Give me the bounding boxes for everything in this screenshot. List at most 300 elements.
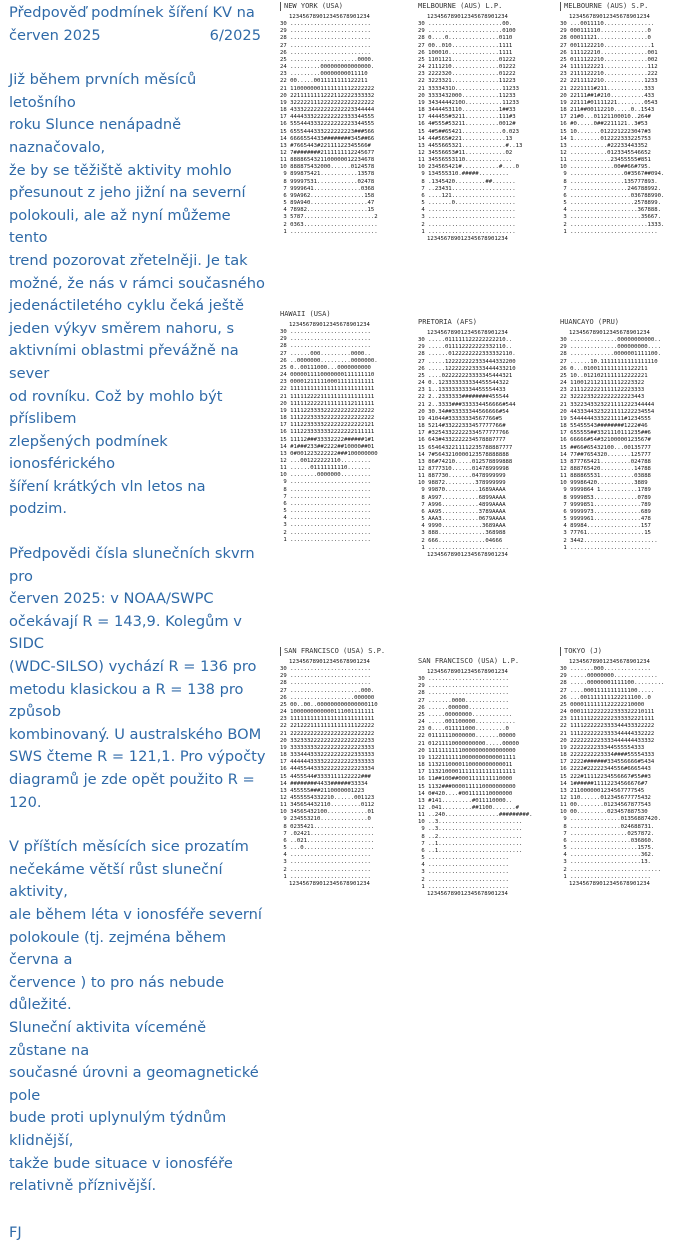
grid-row: 20 2211111111222112222333332	[280, 92, 375, 99]
grid-row: 3 ..........................	[418, 214, 516, 221]
grid-row: 16 4445544333222222222223334	[280, 766, 375, 773]
grid-row: 22 2212221111111111111122222	[280, 723, 375, 730]
text-line: polokoule (tj. zejména během června a	[9, 928, 227, 969]
grid-row: 13 #7665443#22111122345566#	[280, 142, 371, 149]
paragraph-1	[9, 69, 267, 521]
grid-row: 24 .........000000000000000.	[280, 64, 375, 71]
grid-row: 11 00........01234567877543	[560, 802, 651, 809]
grid-row: 10 ..3.........................	[418, 819, 523, 826]
grid-row: 20 4433344323221111222234554	[560, 408, 655, 415]
grid-row: 18 4333222222222222223344444	[280, 107, 375, 114]
grid-row: 13 2110000001234567777545	[560, 787, 645, 794]
grid-row: 25 0111122210.............002	[560, 56, 658, 63]
grid-row: 16 #0.....0##2211121..3#53	[560, 121, 648, 128]
grid-row: 23 2222320..............01222	[418, 71, 516, 78]
article-title	[9, 2, 267, 47]
grid-row: 19 3333333322222222222223333	[280, 744, 375, 751]
text-line: od rovníku. Což by mohlo být příslibem	[9, 387, 223, 428]
grid-row: 2 3442......................	[560, 537, 658, 544]
grid-row: 29 ........................	[280, 673, 371, 680]
grid-row: 24 1111122221.............112	[560, 64, 658, 71]
grid-rows	[418, 21, 556, 236]
grid-row: 9 ..3.........................	[418, 826, 523, 833]
grid-rows	[418, 337, 556, 552]
grid-row: 2 666..............04666	[418, 537, 503, 544]
prediction-grid	[280, 14, 418, 236]
grid-row: 4 ....................367888.	[560, 207, 662, 214]
grid-row: 9 9999864 1...........1789	[560, 487, 651, 494]
grid-row: 21 1112222222333344444332222	[560, 730, 655, 737]
grid-row: 26 .....122222223333444433210	[418, 365, 516, 372]
text-line: kombinovaný. U australského BOM	[9, 725, 262, 743]
hour-scale-footer: 123456789012345678901234	[569, 880, 650, 887]
hour-scale-footer: 123456789012345678901234	[427, 235, 508, 242]
grid-row: 10 .............00##66#795.	[560, 164, 651, 171]
grid-row: 5 ....................1575.	[560, 845, 655, 852]
prediction-block-new-york	[280, 2, 418, 236]
grid-row: 13 455555###2110000001223	[280, 787, 365, 794]
grid-row: 27 ........................	[280, 42, 371, 49]
grid-row: 25 10..0121021111112222221	[560, 372, 648, 379]
grid-rows	[560, 21, 698, 236]
grid-row: 27 .......0000.............	[418, 697, 509, 704]
grid-row: 22 2..2333333########455544	[418, 394, 509, 401]
grid-row: 14 44#565#221.............13	[418, 135, 513, 142]
grid-row: 7 ........................	[280, 493, 371, 500]
grid-row: 26 ...001111111122211100..0	[560, 694, 651, 701]
grid-row: 16 11##100##0001111111110000	[418, 776, 513, 783]
grid-row: 3 ........................	[280, 522, 371, 529]
grid-row: 15 11112###33332222######1#1	[280, 436, 375, 443]
grid-row: 13 86#74210.....012578899888	[418, 458, 513, 465]
grid-row: 19 22111#01111221........0543	[560, 99, 658, 106]
grid-row: 25 1101121..............01222	[418, 56, 516, 63]
block-title: MELBOURNE (AUS) L.P.	[418, 2, 503, 10]
hour-scale: 123456789012345678901234	[289, 322, 370, 328]
grid-row: 6 9999973..............689	[560, 508, 651, 515]
grid-row: 2 .......................1333.	[560, 221, 665, 228]
text-line: zlepšených podmínek ionosférického	[9, 432, 168, 473]
text-line: možné, že nás v rámci současného	[9, 274, 265, 292]
grid-row: 8 A997...........6899AAAA	[418, 494, 506, 501]
grid-row: 20 3323332222222222222222233	[280, 737, 375, 744]
grid-rows	[280, 666, 418, 881]
grid-row: 7 ..23431...................	[418, 185, 516, 192]
prediction-block-melbourne-lp	[418, 2, 556, 243]
grid-row: 26 ...................000000	[280, 694, 375, 701]
text-line: aktivními oblastmi převážně na sever	[9, 342, 239, 382]
grid-row: 14 77##7654320.......125777	[560, 451, 651, 458]
grid-row: 2 0363......................	[280, 221, 378, 228]
grid-row: 12 7########2111111112245677	[280, 149, 375, 156]
grid-row: 14 ########4433######33334	[280, 780, 368, 787]
text-line: (WDC-SILSO) vychází R = 136 pro	[9, 658, 257, 676]
grid-row: 4 9990............3689AAA	[418, 523, 506, 530]
grid-row: 26 ......000000............	[418, 704, 509, 711]
grid-row: 13 877765421.........024788	[560, 458, 651, 465]
grid-rows	[560, 666, 698, 881]
grid-row: 27 .....122222222333444332200	[418, 358, 516, 365]
prediction-grid	[560, 659, 698, 888]
hour-scale: 123456789012345678901234	[427, 330, 508, 336]
grid-row: 19 5444444333221111#1234555	[560, 415, 651, 422]
grid-row: 21 01211110000000000.....00000	[418, 740, 520, 747]
grid-row: 11 ..240................#########.	[418, 812, 533, 819]
grid-row: 16 1112233333332222222111111	[280, 429, 375, 436]
block-title: HUANCAYO (PRU)	[560, 318, 620, 326]
grid-row: 20 3333432000...........11233	[418, 92, 516, 99]
grid-row: 12 8777310......01478999998	[418, 465, 509, 472]
grid-row: 25 0000111111122222210000	[560, 701, 645, 708]
prediction-grid	[418, 669, 556, 898]
grid-row: 23 1111111111111111111111111	[280, 716, 375, 723]
block-title: TOKYO (J)	[560, 647, 698, 656]
grid-row: 25 .....00000000............	[418, 711, 513, 718]
grid-row: 17 21#0...01121100010..264#	[560, 114, 651, 121]
grid-row: 9 899875421...........13578	[280, 171, 375, 178]
block-title: SAN FRANCISCO (USA) L.P.	[418, 657, 520, 665]
grid-row: 12 888765420..........14788	[560, 465, 651, 472]
grid-row: 4 ..........................	[418, 207, 516, 214]
grid-row: 2 ..........................	[418, 221, 516, 228]
grid-row: 15 1132###0000111110000000000	[418, 783, 516, 790]
grid-row: 26 100010...............1111	[418, 49, 513, 56]
text-line: Již během prvních měsíců letošního	[9, 71, 197, 111]
grid-row: 22 3223321..............11223	[418, 78, 516, 85]
grid-row: 11 8888654321100000012234678	[280, 157, 375, 164]
grid-row: 13 ...........#22233443352	[560, 142, 648, 149]
grid-row: 9 ................0#3567##094.	[560, 171, 665, 178]
grid-row: 1 ........................	[418, 544, 509, 551]
hour-scale: 123456789012345678901234	[427, 14, 508, 20]
grid-row: 28 .............0000001111100.	[560, 351, 662, 358]
grid-row: 5 89A940.................47	[280, 200, 375, 207]
grid-row: 18 3444453110...........1##33	[418, 107, 516, 114]
grid-row: 6 ..................036860.	[560, 837, 655, 844]
grid-row: 30 ......................00.	[418, 21, 513, 28]
grid-row: 5 ...0.....................	[280, 845, 375, 852]
grid-row: 6 ....121...................	[418, 192, 516, 199]
grid-row: 23 2111122210.............222	[560, 71, 658, 78]
grid-row: 15 4#5##65421............0.023	[418, 128, 520, 135]
grid-row: 30 ........................	[280, 329, 371, 336]
grid-row: 19 3222221112222222222222222	[280, 99, 375, 106]
grid-row: 11 ......01111111110.......	[280, 465, 371, 472]
grid-row: 8 ........................	[280, 486, 371, 493]
text-line: července ) to pro nás nebude důležité.	[9, 973, 225, 1014]
grid-row: 27 0011122210..............1	[560, 42, 655, 49]
text-line: metodu klasickou a R = 138 pro způsob	[9, 680, 244, 721]
grid-row: 7 .................0257872.	[560, 830, 655, 837]
grid-row: 10 98872.........378999999	[418, 480, 506, 487]
prediction-grid	[418, 330, 556, 559]
grid-row: 21 3322343323221111222344444	[560, 401, 655, 408]
title-month: červen 2025	[9, 26, 101, 44]
grid-row: 28 ........................	[280, 680, 371, 687]
grid-row: 16 4#555#53211..........0012#	[418, 121, 516, 128]
grid-row: 23 1111112222222333332221111	[560, 716, 655, 723]
grid-row: 8 0235421..................	[280, 823, 375, 830]
grid-row: 5 AAA3...........0679AAAA	[418, 516, 506, 523]
grid-row: 4 .....................362.	[560, 852, 655, 859]
grid-row: 7 .................246788992.	[560, 185, 662, 192]
grid-row: 15 6555444333222222223###566	[280, 128, 375, 135]
grid-row: 17 1112233333222222222222121	[280, 422, 375, 429]
grid-row: 22 3222233222222222223443	[560, 394, 645, 401]
grid-row: 20 1111122222111111112111111	[280, 400, 375, 407]
grid-row: 1 ........................	[560, 544, 651, 551]
prediction-block-tokyo	[560, 647, 698, 888]
grid-row: 19 1111223333222222222222222	[280, 407, 375, 414]
grid-row: 5 ........................	[280, 508, 371, 515]
grid-row: 16 5554443332222222223344555	[280, 121, 375, 128]
grid-row: 10 99986420...........3889	[560, 480, 648, 487]
grid-row: 25 ....022222223333345444321	[418, 372, 513, 379]
grid-row: 8 .1345420.........##.......	[418, 178, 516, 185]
text-line: nečekáme větší růst sluneční aktivity,	[9, 860, 223, 901]
grid-row: 11 34556553110..............	[418, 157, 513, 164]
grid-row: 28 ......0122222222333332110.	[418, 351, 516, 358]
title-line-2	[9, 25, 267, 48]
grid-row: 4 ........................	[280, 515, 371, 522]
grid-row: 21 2..3333###333334456666#544	[418, 401, 516, 408]
grid-row: 20 2222222223333444444433332	[560, 737, 655, 744]
grid-row: 9 234553210..............0	[280, 816, 371, 823]
grid-row: 11 345654432110.........0112	[280, 802, 375, 809]
text-line: Předpovědi čísla slunečních skvrn pro	[9, 545, 255, 585]
grid-row: 3 888..............368988	[418, 530, 506, 537]
hour-scale-footer: 123456789012345678901234	[427, 551, 508, 558]
grid-row: 21 2221111#211...........333	[560, 85, 655, 92]
grid-row: 22 1111222222333344433322222	[560, 723, 655, 730]
grid-row: 9 99870..........1689AAAA	[418, 487, 506, 494]
grid-row: 23 0....011111000.........0	[418, 726, 509, 733]
grid-row: 21 1111122221111111111111111	[280, 393, 375, 400]
grid-row: 7 9999641..............0368	[280, 185, 375, 192]
grid-row: 22 221111221O............1233	[560, 78, 658, 85]
grid-row: 30 ........................	[280, 21, 371, 28]
grid-row: 17 11321000011111111111111111	[418, 769, 516, 776]
grid-row: 24 .....001100000............	[418, 719, 516, 726]
grid-row: 4 ........................	[418, 862, 509, 869]
grid-row: 28 0....0...............0110	[418, 35, 513, 42]
grid-row: 5 ...................2578899.	[560, 200, 662, 207]
grid-row: 17 #32543322222334577777766	[418, 430, 509, 437]
grid-row: 25 0..00111000...0000000000	[280, 364, 371, 371]
text-line: polokouli, ale až nyní můžeme tento	[9, 206, 231, 247]
text-line: přesunout z jeho jižní na severní	[9, 184, 246, 202]
grid-row: 11 ............23455555#851	[560, 157, 651, 164]
grid-row: 7 A996...........4899AAAA	[418, 501, 506, 508]
grid-row: 28 ........................	[280, 343, 371, 350]
grid-row: 19 11221111110000000000001111	[418, 754, 516, 761]
grid-row: 5 9999961..............478	[560, 516, 651, 523]
grid-row: 13 4455665321.............#..13	[418, 142, 523, 149]
grid-row: 14 0#420....#001111110000000	[418, 790, 513, 797]
grid-row: 19 41044#33333334567766#5	[418, 415, 503, 422]
grid-row: 29 ......................0100	[418, 28, 516, 35]
text-line: takže bude situace v ionosféře	[9, 1154, 233, 1172]
grid-row: 6 ..021....................	[280, 837, 375, 844]
grid-row: 18 2222222223334####55554333	[560, 752, 655, 759]
grid-row: 30 ...0011110...............	[560, 21, 655, 28]
issue-number: 6/2025	[209, 26, 261, 44]
grid-row: 23 .........00000000011110	[280, 71, 368, 78]
grid-row: 27 .....................000.	[280, 687, 375, 694]
grid-row: 8 9999853.............0789	[560, 494, 651, 501]
grid-row: 28 ........................	[280, 35, 371, 42]
text-line: současné úrovni a geomagnetické pole	[9, 1064, 259, 1104]
grid-row: 29 ........................	[280, 336, 371, 343]
grid-row: 28 ........................	[418, 690, 509, 697]
hour-scale: 123456789012345678901234	[569, 14, 650, 20]
grid-row: 22 1111111111111111111111111	[280, 386, 375, 393]
grid-row: 4 ........................	[280, 852, 371, 859]
grid-row: 18 3334443332222222222333333	[280, 752, 375, 759]
grid-row: 14 1######11112234566676#7	[560, 780, 648, 787]
text-line: očekávají R = 143,9. Kolegům v SIDC	[9, 612, 242, 653]
text-line: trend pozorovat zřetelněji. Je tak	[9, 251, 248, 269]
grid-row: 14 7#5643210000123578888888	[418, 451, 509, 458]
grid-row: 1 ..........................	[418, 228, 516, 235]
grid-row: 5 .......0..................	[418, 200, 516, 207]
paragraph-3	[9, 836, 267, 1198]
grid-row: 27 ......000.........0000..	[280, 350, 371, 357]
grid-row: 26 0...0100111111111122211	[560, 365, 648, 372]
grid-row: 6 ........................	[280, 500, 371, 507]
grid-rows	[418, 676, 556, 891]
grid-rows	[560, 337, 698, 552]
grid-row: 9 ........................	[280, 479, 371, 486]
grid-row: 23 2111222221111122223333	[560, 387, 645, 394]
text-line: jeden výkyv směrem nahoru, s	[9, 319, 235, 337]
grid-row: 9 ...............01356887420.	[560, 816, 662, 823]
grid-row: 28 .....00000001111100.........	[560, 680, 665, 687]
text-line: roku Slunce nenápadně naznačovalo,	[9, 116, 182, 156]
grid-row: 10 34565432100............01	[280, 809, 375, 816]
grid-row: 18 1112223333222222222222222	[280, 415, 375, 422]
grid-row: 8 ...............024688731.	[560, 823, 655, 830]
grid-rows	[280, 21, 418, 236]
article-column	[9, 2, 267, 1244]
text-line: červen 2025: v NOAA/SWPC	[9, 590, 214, 608]
text-line: že by se těžiště aktivity mohlo	[9, 161, 232, 179]
grid-row: 3 ........................	[280, 859, 371, 866]
prediction-block-san-francisco-lp	[418, 657, 556, 898]
grid-row: 15 ##66#65432100...00135777	[560, 444, 651, 451]
grid-row: 4 89984................157	[560, 523, 651, 530]
grid-row: 1 ........................	[418, 883, 509, 890]
grid-row: 17 4444443333222222222333333	[280, 759, 375, 766]
prediction-block-pretoria	[418, 318, 556, 559]
grid-row: 29 000111110..............0	[560, 28, 651, 35]
grid-row: 27 00..010..............1111	[418, 42, 513, 49]
grid-row: 18 211##00112210.....0..1543	[560, 107, 655, 114]
grid-row: 24 1100121121111112223322	[560, 380, 645, 387]
grid-row: 13 0#001223222222###100000000	[280, 450, 378, 457]
grid-row: 30 ..............00000000000..	[560, 337, 662, 344]
grid-row: 26 ..0000000.........0000000.	[280, 357, 378, 364]
grid-row: 7 ..1.........................	[418, 840, 523, 847]
prediction-block-san-francisco-sp	[280, 647, 418, 888]
grid-row: 7 9999851..............789	[560, 501, 651, 508]
grid-row: 12 ...001222222110.........	[280, 457, 371, 464]
text-line: jedenáctiletého cyklu čeká ještě	[9, 297, 244, 315]
grid-row: 30 ........................	[280, 666, 371, 673]
text-line: Sluneční aktivita víceméně zůstane na	[9, 1018, 207, 1059]
grid-row: 21 2222222222222222222222222	[280, 730, 375, 737]
grid-row: 29 ........................	[280, 28, 371, 35]
block-title: MELBOURNE (AUS) S.P.	[560, 2, 698, 11]
grid-row: 28 00011121...............0	[560, 35, 651, 42]
grid-row: 30 .....011111122222222210..	[418, 337, 513, 344]
grid-row: 15 6546432211112235788887777	[418, 444, 513, 451]
grid-row: 9 134555310.#####.........	[418, 171, 509, 178]
grid-row: 3 ........................	[418, 869, 509, 876]
prediction-block-huancayo	[560, 318, 698, 552]
grid-row: 8 ................135777893.	[560, 178, 658, 185]
grid-row: 11 887730.......0478999999	[418, 473, 506, 480]
grid-row: 14 1........012222333225753	[560, 135, 651, 142]
grid-row: 25 ....................0000.	[280, 56, 375, 63]
grid-row: 1 ........................	[560, 873, 651, 880]
grid-row: 1 ........................	[280, 536, 371, 543]
grid-row: 16 66666#54#32100000123567#	[560, 437, 651, 444]
grid-row: 3 .....................13.	[560, 859, 651, 866]
grid-row: 22 01111110000000.......00000	[418, 733, 516, 740]
grid-row: 19 3434444210O...........11233	[418, 99, 520, 106]
grid-row: 2 ...........................	[560, 866, 662, 873]
grid-row: 23 1..13333333334455554433	[418, 387, 506, 394]
grid-row: 18 55455543########1222#46	[560, 423, 648, 430]
grid-row: 27 ......10.11111111111111110	[560, 358, 658, 365]
grid-row: 3 .....................35667.	[560, 214, 662, 221]
hour-scale-footer: 123456789012345678901234	[427, 890, 508, 897]
grid-row: 20 22111##1#210..........433	[560, 92, 655, 99]
grid-row: 18 5214#33222333457777766#	[418, 423, 506, 430]
block-title: HAWAII (USA)	[280, 310, 331, 318]
block-title: PRETORIA (AFS)	[418, 318, 478, 326]
grid-row: 12 34556653#11............02	[418, 149, 513, 156]
block-title: NEW YORK (USA)	[280, 2, 418, 11]
grid-row: 30 ........................	[418, 676, 509, 683]
grid-row: 15 4455544#3333111122222###	[280, 773, 371, 780]
hour-scale: 123456789012345678901234	[569, 330, 650, 336]
grid-row: 4 78982..................15	[280, 207, 375, 214]
text-line: bude proti uplynulým týdnům klidnější,	[9, 1109, 227, 1149]
grid-row: 29 .....011112222222332110..	[418, 344, 513, 351]
grid-row: 26 111122210..............001	[560, 49, 658, 56]
author-signature: FJ	[9, 1223, 22, 1241]
hour-scale: 123456789012345678901234	[289, 14, 370, 20]
text-line: V příštích měsících sice prozatím	[9, 838, 249, 856]
grid-row: 13 #141.........#011110000..	[418, 797, 513, 804]
prediction-grid	[560, 330, 698, 552]
text-line: SWS čteme R = 121,1. Pro výpočty	[9, 748, 266, 766]
grid-row: 20 30.34##33333344566666#54	[418, 408, 509, 415]
text-line: diagramů je zde opět použito R = 120.	[9, 771, 255, 811]
prediction-grid	[280, 659, 418, 888]
title-line-1: Předpověď podmínek šíření KV na	[9, 4, 255, 21]
grid-row: 24 0..123333333334455544322	[418, 380, 509, 387]
grid-row: 24 0000011110000000111111110	[280, 372, 375, 379]
grid-row: 17 444455#3211..........111#3	[418, 114, 516, 121]
grid-rows	[280, 329, 418, 544]
grid-row: 6 ..1.........................	[418, 847, 523, 854]
grid-row: 2 ........................	[280, 866, 371, 873]
grid-row: 6 AA95...........3789AAAA	[418, 508, 506, 515]
grid-row: 6 99A962................158	[280, 192, 375, 199]
